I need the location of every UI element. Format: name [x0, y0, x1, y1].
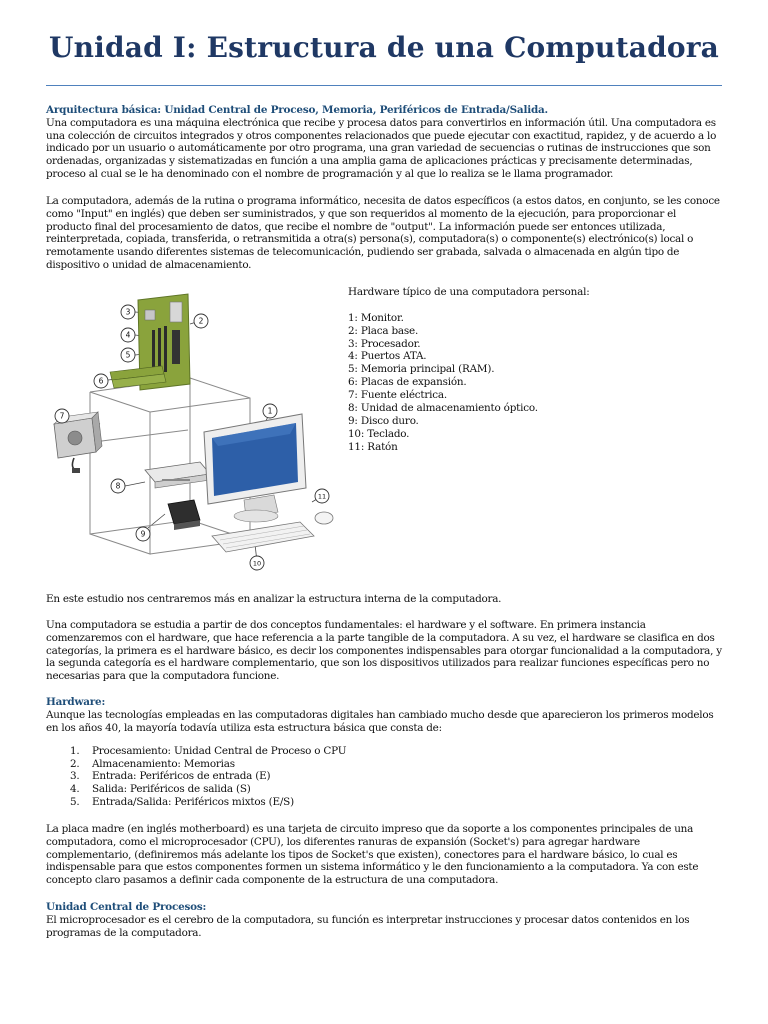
hardware-legend [348, 286, 648, 454]
list-item: 8: Unidad de almacenamiento óptico. [348, 402, 538, 415]
paragraph: El microprocesador es el cerebro de la computadora, su función es interpretar instrucciones y procesar datos contenidos en los programas de la computadora. [46, 913, 690, 939]
paragraph: La placa madre (en inglés motherboard) es una tarjeta de circuito impreso que da soporte a los componentes principales de una computadora, como el microprocesador (CPU), los diferentes ranuras de expansión (Socket's) para agregar hardware complementario, (definiremos más adelante los tipos de Socket's que existen), conectores para el hardware básico, lo cual es indispensable para que estos componentes formen un sistema informático y le den funcionamiento a la computadora. Ya con este concepto claro pasamos a definir cada componente de la estructura de una computadora. [46, 823, 699, 887]
section-heading: Arquitectura básica: Unidad Central de Proceso, Memoria, Periféricos de Entrada/Salida. [46, 104, 548, 116]
callout-3: 3 [125, 307, 131, 317]
page-title: Unidad I: Estructura de una Computadora [48, 31, 720, 64]
section-architecture [46, 104, 724, 181]
callout-1: 1 [267, 406, 273, 416]
list-item: 7: Fuente eléctrica. [348, 389, 448, 402]
paragraph: Una computadora se estudia a partir de dos conceptos fundamentales: el hardware y el software. En primera instancia comenzaremos con el hardware, que hace referencia a la parte tangible de la computadora. A su vez, el hardware se clasifica en dos categorías, la primera es el hardware básico, es decir los componentes indispensables para otorgar funcionalidad a la computadora, y la segunda categoría es el hardware complementario, que son los dispositivos utilizados para realizar funciones específicas pero no necesarias para que la computadora funcione. [46, 619, 722, 683]
list-item: 5. Entrada/Salida: Periféricos mixtos (E/S) [70, 795, 294, 808]
callout-2: 2 [198, 316, 204, 326]
list-item: 2. Almacenamiento: Memorias [70, 757, 235, 770]
callout-8: 8 [115, 481, 121, 491]
title-underline [46, 85, 722, 86]
list-item: 3. Entrada: Periféricos de entrada (E) [70, 770, 271, 783]
list-item: 6: Placas de expansión. [348, 376, 467, 389]
paragraph: Una computadora es una máquina electrónica que recibe y procesa datos para convertirlos en información útil. Una computadora es una colección de circuitos integrados y otros componentes relacionados que puede ejecutar con exactitud, rapidez, y de acuerdo a lo indicado por un usuario o automáticamente por otro programa, una gran variedad de secuencias o rutinas de instrucciones que son ordenadas, organizadas y sistematizadas en función a una amplia gama de aplicaciones prácticas y precisamente determinadas, proceso al cual se le ha denominado con el nombre de programación y al que lo realiza se le llama programador. [46, 116, 717, 180]
list-item: 10: Teclado. [348, 427, 410, 440]
list-item: 4: Puertos ATA. [348, 350, 427, 363]
callout-6: 6 [98, 376, 104, 386]
callout-5: 5 [125, 350, 131, 360]
pc-hardware-illustration [50, 292, 342, 574]
list-item: 1: Monitor. [348, 311, 404, 324]
list-item: 5: Memoria principal (RAM). [348, 363, 495, 376]
list-item: 4. Salida: Periféricos de salida (S) [70, 783, 251, 796]
callout-7: 7 [59, 411, 65, 421]
list-item: 3: Procesador. [348, 337, 421, 350]
paragraph: En este estudio nos centraremos más en analizar la estructura interna de la computadora. [46, 593, 502, 605]
callout-11: 11 [317, 492, 327, 501]
blank-line [348, 299, 648, 312]
callout-9: 9 [140, 529, 146, 539]
paragraph: Aunque las tecnologías empleadas en las computadoras digitales han cambiado mucho desde que aparecieron los primeros modelos en los años 40, la mayoría todavía utiliza esta estructura básica que consta de: [46, 708, 714, 734]
structure-list [70, 745, 570, 808]
figure-caption: Hardware típico de una computadora personal: [348, 286, 590, 298]
paragraph: La computadora, además de la rutina o programa informático, necesita de datos específicos (a estos datos, en conjunto, se les conoce como "Input" en inglés) que deben ser suministrados, y que son requeridos al momento de la ejecución, para proporcionar el producto final del procesamiento de datos, que recibe el nombre de "output". La información puede ser entonces utilizada, reinterpretada, copiada, transferida, o retransmitida a otra(s) persona(s), computadora(s) o componente(s) electrónico(s) local o remotamente usando diferentes sistemas de telecomunicación, pudiendo ser grabada, salvada o almacenada en algún tipo de dispositivo o unidad de almacenamiento. [46, 195, 720, 271]
list-item: 11: Ratón [348, 440, 398, 453]
section-heading: Hardware: [46, 696, 106, 708]
callout-10: 10 [252, 559, 262, 568]
section-heading: Unidad Central de Procesos: [46, 901, 207, 913]
list-item: 1. Procesamiento: Unidad Central de Proceso o CPU [70, 745, 347, 757]
section-hardware [46, 696, 724, 734]
section-cpu [46, 901, 724, 939]
list-item: 9: Disco duro. [348, 414, 419, 427]
callout-4: 4 [125, 330, 131, 340]
list-item: 2: Placa base. [348, 324, 419, 337]
